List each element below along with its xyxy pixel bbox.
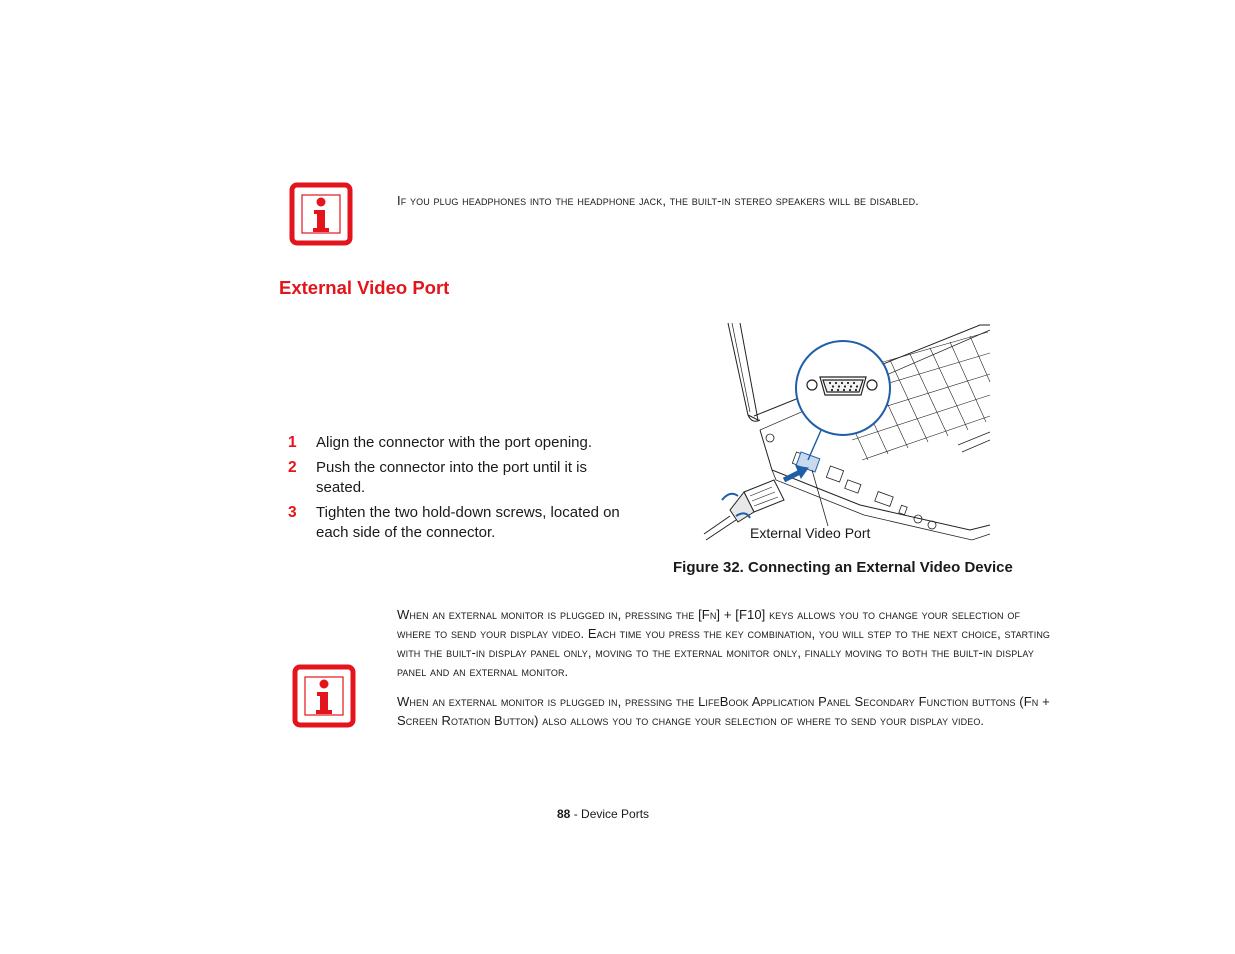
- list-item: [288, 433, 648, 453]
- step-number: 1: [288, 434, 297, 451]
- list-item: [288, 503, 648, 543]
- step-number: 2: [288, 459, 297, 476]
- page-number: 88: [557, 807, 571, 821]
- note-paragraph: When an external monitor is plugged in, pressing the [Fn] + [F10] keys allows you to change your selection of where to send your display video. Each time you press the key combination, you will step to the next choice, starting with the built-in display panel only, moving to the external monitor only, finally moving to both the built-in display panel and an external monitor.: [397, 607, 1051, 679]
- figure-caption: Figure 32. Connecting an External Video Device: [673, 559, 1013, 576]
- note-paragraph: When an external monitor is plugged in, pressing the LifeBook Application Panel Secondary Function buttons (Fn + Screen Rotation Button) also allows you to change your selection of where to send your display video.: [397, 694, 1050, 728]
- step-text: Align the connector with the port opening.: [316, 434, 593, 451]
- info-icon: [289, 182, 353, 246]
- step-text: Push the connector into the port until it is seated.: [316, 459, 587, 496]
- info-icon: [292, 664, 356, 728]
- steps-list: [288, 433, 648, 553]
- note-text: [397, 605, 1057, 741]
- figure-callout-label: External Video Port: [750, 525, 871, 541]
- note-text: [397, 191, 1047, 221]
- step-number: 3: [288, 504, 297, 521]
- list-item: [288, 458, 648, 498]
- laptop-illustration: [700, 320, 992, 542]
- footer-section: - Device Ports: [570, 807, 650, 821]
- page-footer: [557, 807, 649, 821]
- section-heading: External Video Port: [279, 277, 450, 298]
- note-paragraph: If you plug headphones into the headphone jack, the built-in stereo speakers will be disabled.: [397, 193, 919, 208]
- step-text: Tighten the two hold-down screws, located on each side of the connector.: [316, 504, 620, 541]
